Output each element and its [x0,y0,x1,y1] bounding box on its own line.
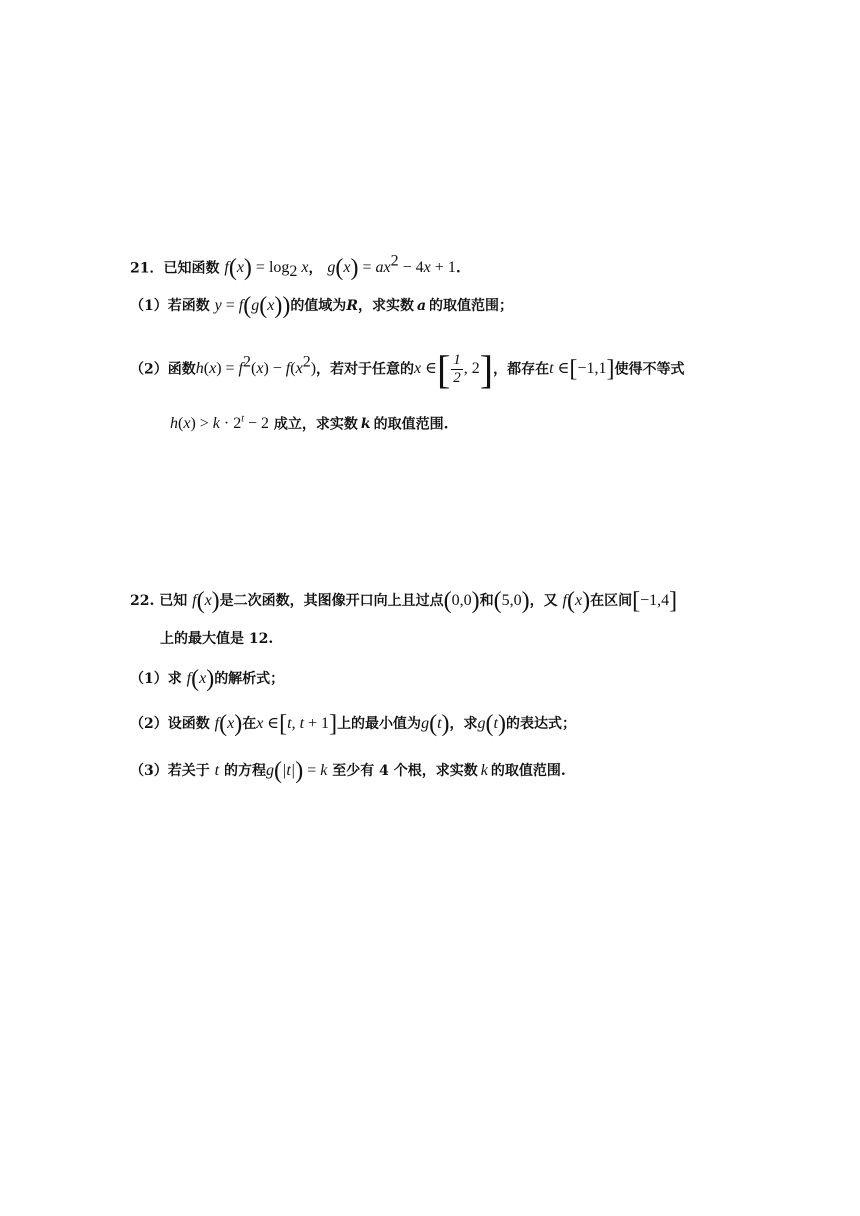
q21-p2-k: k [360,416,371,433]
q21-p2-text-b: ，若对于任意的 [316,361,415,378]
q22-p2-text-e: 的表达式； [505,716,576,732]
q21-p2-label: （2） [130,361,168,378]
q22-interval: [−1,4] [632,588,678,614]
q22-p3-t: t [214,762,220,779]
q22-p2-range: x ∈[t, t + 1] [256,711,338,737]
q22-p2-fx: f(x) [214,711,243,737]
q22-p3-label: （3） [130,763,168,779]
q21-p2-text-f: 的取值范围. [373,416,449,433]
q22-number: 22 [130,593,150,609]
q21-p2-text-e: 成立，求实数 [273,416,358,433]
q22-stem [130,590,677,612]
q22-p2-text-d: ，求 [449,716,478,732]
q21-p1-a: a [416,298,427,314]
q21-p2-ineq: h(x) > k · 2$^t$ − 2 [170,414,270,433]
q22-p3-text-b: 的方程 [223,763,266,779]
q22-p2-label: （2） [130,716,168,732]
q22-fx-2: f(x) [562,588,591,614]
q21-p2-text-a: 函数 [167,361,196,378]
q21-number: 21 [130,260,150,277]
q22-p3-k: k [480,762,488,779]
q22-p2-g: g(t) [421,711,450,737]
q21-p2-t: t ∈[−1,1] [549,356,615,383]
q22-part3 [130,760,566,782]
q22-stem-line2: 上的最大值是 12. [160,631,274,647]
q21-f-def: $f(x) = \log_2 x$ [224,255,309,282]
q21-sep: ， [308,260,323,277]
q21-p1-R: R [346,298,358,314]
q22-p2-text-c: 上的最小值为 [337,716,422,732]
q22-p2-g-2: g(t) [477,711,506,737]
q21-p1-label: （1） [130,298,168,314]
q21-p1-text-c: ，求实数 [357,298,414,314]
q22-fx: f(x) [192,588,220,614]
q22-p3-text-a: 若关于 [167,763,210,779]
q22-stem-b: 是二次函数，其图像开口向上且过点 [219,593,444,609]
q21-stem-text: ．已知函数 [149,260,220,277]
q22-pt1: (0,0) [443,588,480,614]
q21-p1-text-a: 若函数 [167,298,210,314]
q21-end: . [455,260,461,277]
q22-p1-fx: f(x) [186,666,215,692]
q22-p3-text-c: 至少有 4 个根，求实数 [332,763,478,779]
q22-p2-text-a: 设函数 [167,716,210,732]
q21-part2 [130,346,685,393]
q21-part2-cont [170,409,449,435]
q22-part2 [130,713,576,735]
q22-p1-text-a: 求 [167,671,182,687]
q22-p1-text-b: 的解析式； [214,671,285,687]
q22-part1 [130,668,284,690]
q21-p2-h: $h(x) = f^2(x) - f(x^2)$ [195,354,317,378]
q22-stem-d: ，又 [529,593,558,609]
q21-p1-text-d: 的取值范围； [429,298,514,314]
q21-stem [130,251,461,284]
q21-p2-x: x ∈[ $\frac{1}{2}$ , 2] [414,347,494,393]
q21-part1 [130,295,513,317]
q22-p2-text-b: 在 [242,716,257,732]
q21-p1-text-b: 的值域为 [290,298,347,314]
q22-pt2: (5,0) [493,588,530,614]
q22-stem-e: 在区间 [590,593,633,609]
q22-p3-eq: g(|t|) = k [265,758,328,784]
q22-p1-label: （1） [130,671,168,687]
q22-p3-text-d: 的取值范围. [490,763,566,779]
q21-g-def: $g(x) = ax^2 - 4x + 1$ [327,253,456,282]
q21-p2-text-c: ，都存在 [493,361,550,378]
q21-p1-expr: y = f(g(x)) [214,293,291,319]
q22-stem-c: 和 [479,593,494,609]
q21-p2-text-d: 使得不等式 [614,361,685,378]
q22-stem-a: . 已知 [149,593,188,609]
